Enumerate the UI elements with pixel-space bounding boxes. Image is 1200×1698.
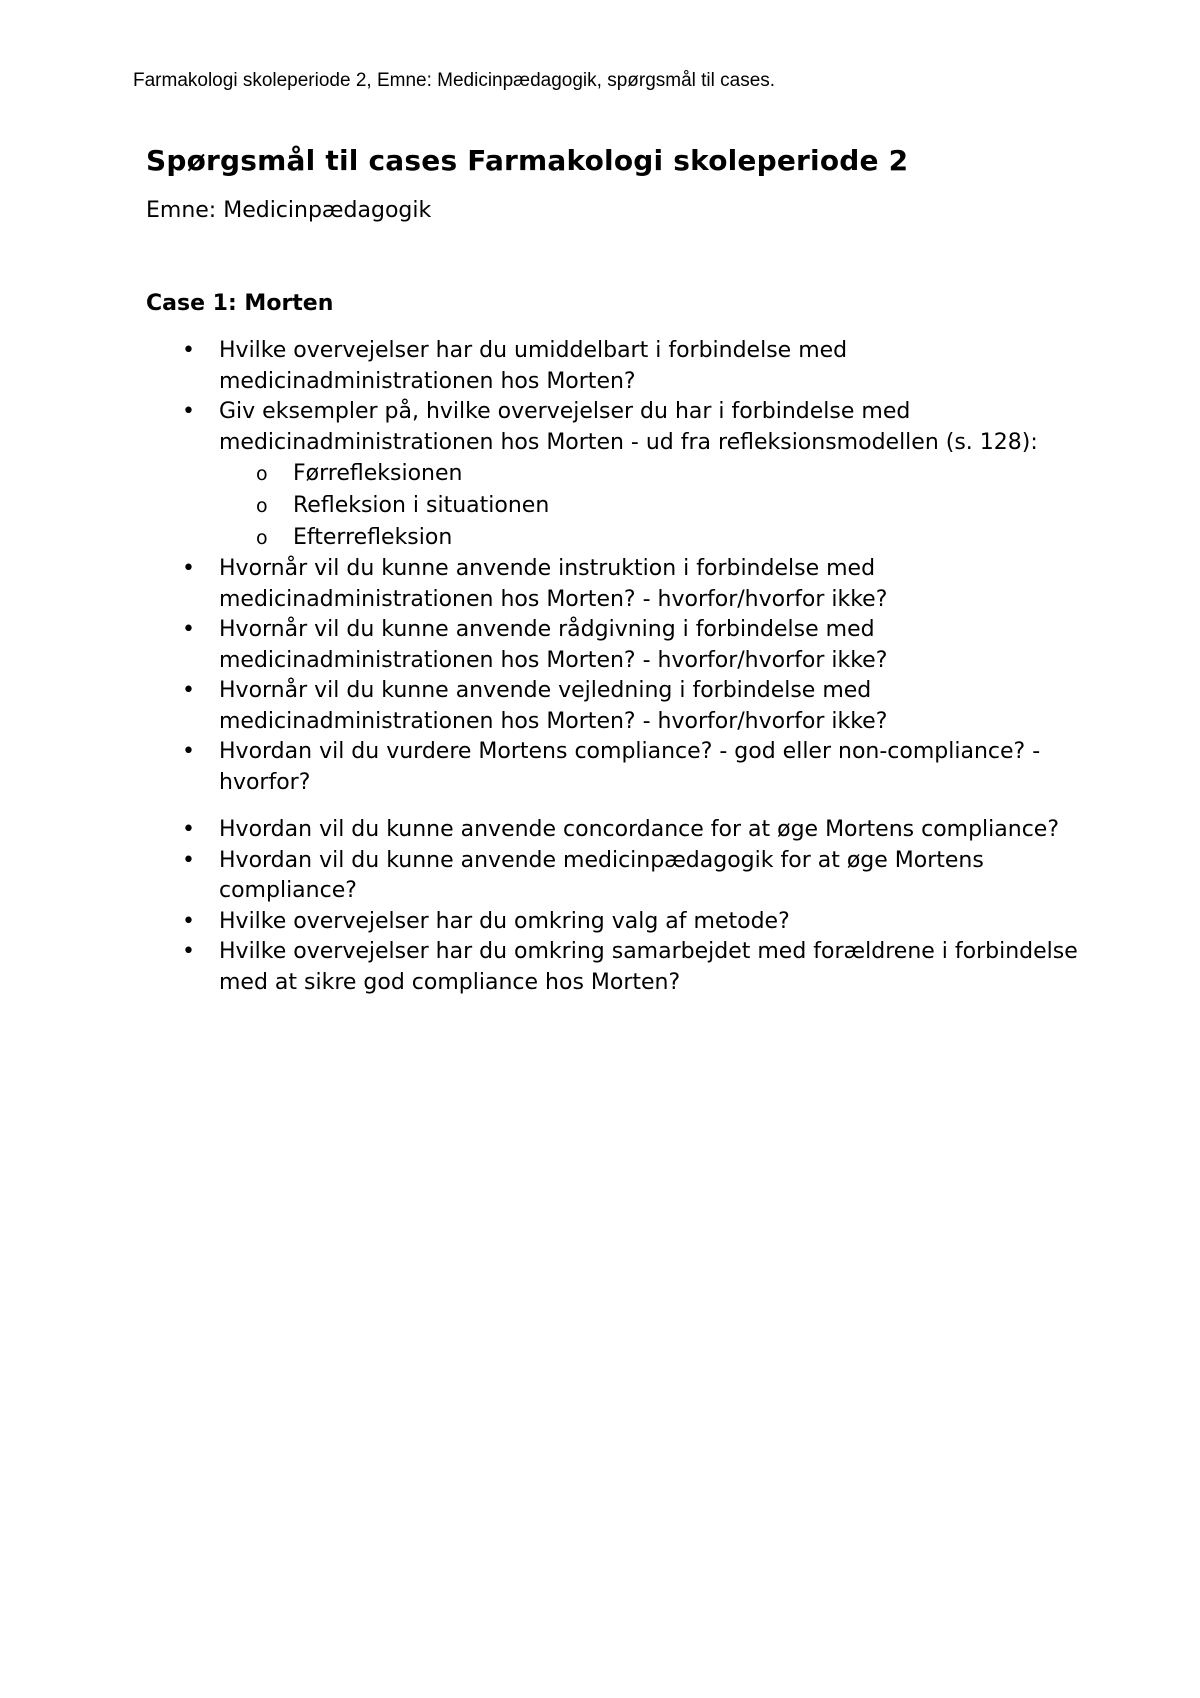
question-item [0, 397, 1200, 554]
reflection-item [219, 490, 1080, 522]
document-title: Spørgsmål til cases Farmakologi skoleperiode 2 [146, 144, 909, 177]
running-header: Farmakologi skoleperiode 2, Emne: Medicinpædagogik, spørgsmål til cases. [133, 70, 776, 91]
question-item [0, 907, 1200, 938]
question-text: Giv eksempler på, hvilke overvejelser du har i forbindelse med medicinadministrationen hos Morten - ud fra refleksionsmodellen (s. 128): [219, 399, 1038, 455]
bullet-icon: • [182, 399, 195, 424]
bullet-icon: • [182, 556, 195, 581]
question-text: Hvordan vil du kunne anvende medicinpædagogik for at øge Mortens compliance? [219, 847, 984, 903]
reflection-item [219, 522, 1080, 554]
question-text: Hvilke overvejelser har du omkring valg af metode? [219, 908, 790, 934]
case-heading: Case 1: Morten [146, 291, 334, 316]
reflection-item-text: Førrefleksionen [293, 461, 463, 486]
question-text: Hvornår vil du kunne anvende vejledning i forbindelse med medicinadministrationen hos Morten? - hvorfor/hvorfor ikke? [219, 678, 888, 734]
circle-bullet-icon: o [256, 495, 268, 517]
circle-bullet-icon: o [256, 527, 268, 549]
reflection-sub-list [219, 458, 1080, 554]
bullet-icon: • [182, 817, 195, 842]
question-item [0, 846, 1200, 907]
question-text: Hvornår vil du kunne anvende rådgivning i forbindelse med medicinadministrationen hos Morten? - hvorfor/hvorfor ikke? [219, 617, 888, 673]
reflection-item-text: Refleksion i situationen [293, 493, 550, 518]
question-item [0, 676, 1200, 737]
bullet-icon: • [182, 338, 195, 363]
question-text: Hvordan vil du kunne anvende concordance for at øge Mortens compliance? [219, 817, 1060, 842]
circle-bullet-icon: o [256, 463, 268, 485]
question-item [0, 554, 1200, 615]
document-subtitle: Emne: Medicinpædagogik [146, 198, 432, 223]
bullet-icon: • [182, 908, 195, 934]
question-text: Hvornår vil du kunne anvende instruktion i forbindelse med medicinadministrationen hos Morten? - hvorfor/hvorfor ikke? [219, 556, 888, 612]
bullet-icon: • [182, 847, 195, 873]
question-item [0, 615, 1200, 676]
question-item [0, 815, 1200, 846]
bullet-icon: • [182, 678, 195, 703]
question-text: Hvordan vil du vurdere Mortens compliance? - god eller non-compliance? - hvorfor? [219, 739, 1041, 795]
question-item [0, 737, 1200, 798]
question-text: Hvilke overvejelser har du umiddelbart i forbindelse med medicinadministrationen hos Morten? [219, 338, 848, 394]
reflection-item-text: Efterrefleksion [293, 525, 453, 550]
question-text: Hvilke overvejelser har du omkring samarbejdet med forældrene i forbindelse med at sikre god compliance hos Morten? [219, 939, 1078, 995]
bullet-icon: • [182, 739, 195, 764]
question-list [0, 336, 1200, 998]
reflection-item [219, 458, 1080, 490]
bullet-icon: • [182, 939, 195, 964]
bullet-icon: • [182, 617, 195, 642]
question-item [0, 937, 1200, 998]
question-item [0, 336, 1200, 397]
